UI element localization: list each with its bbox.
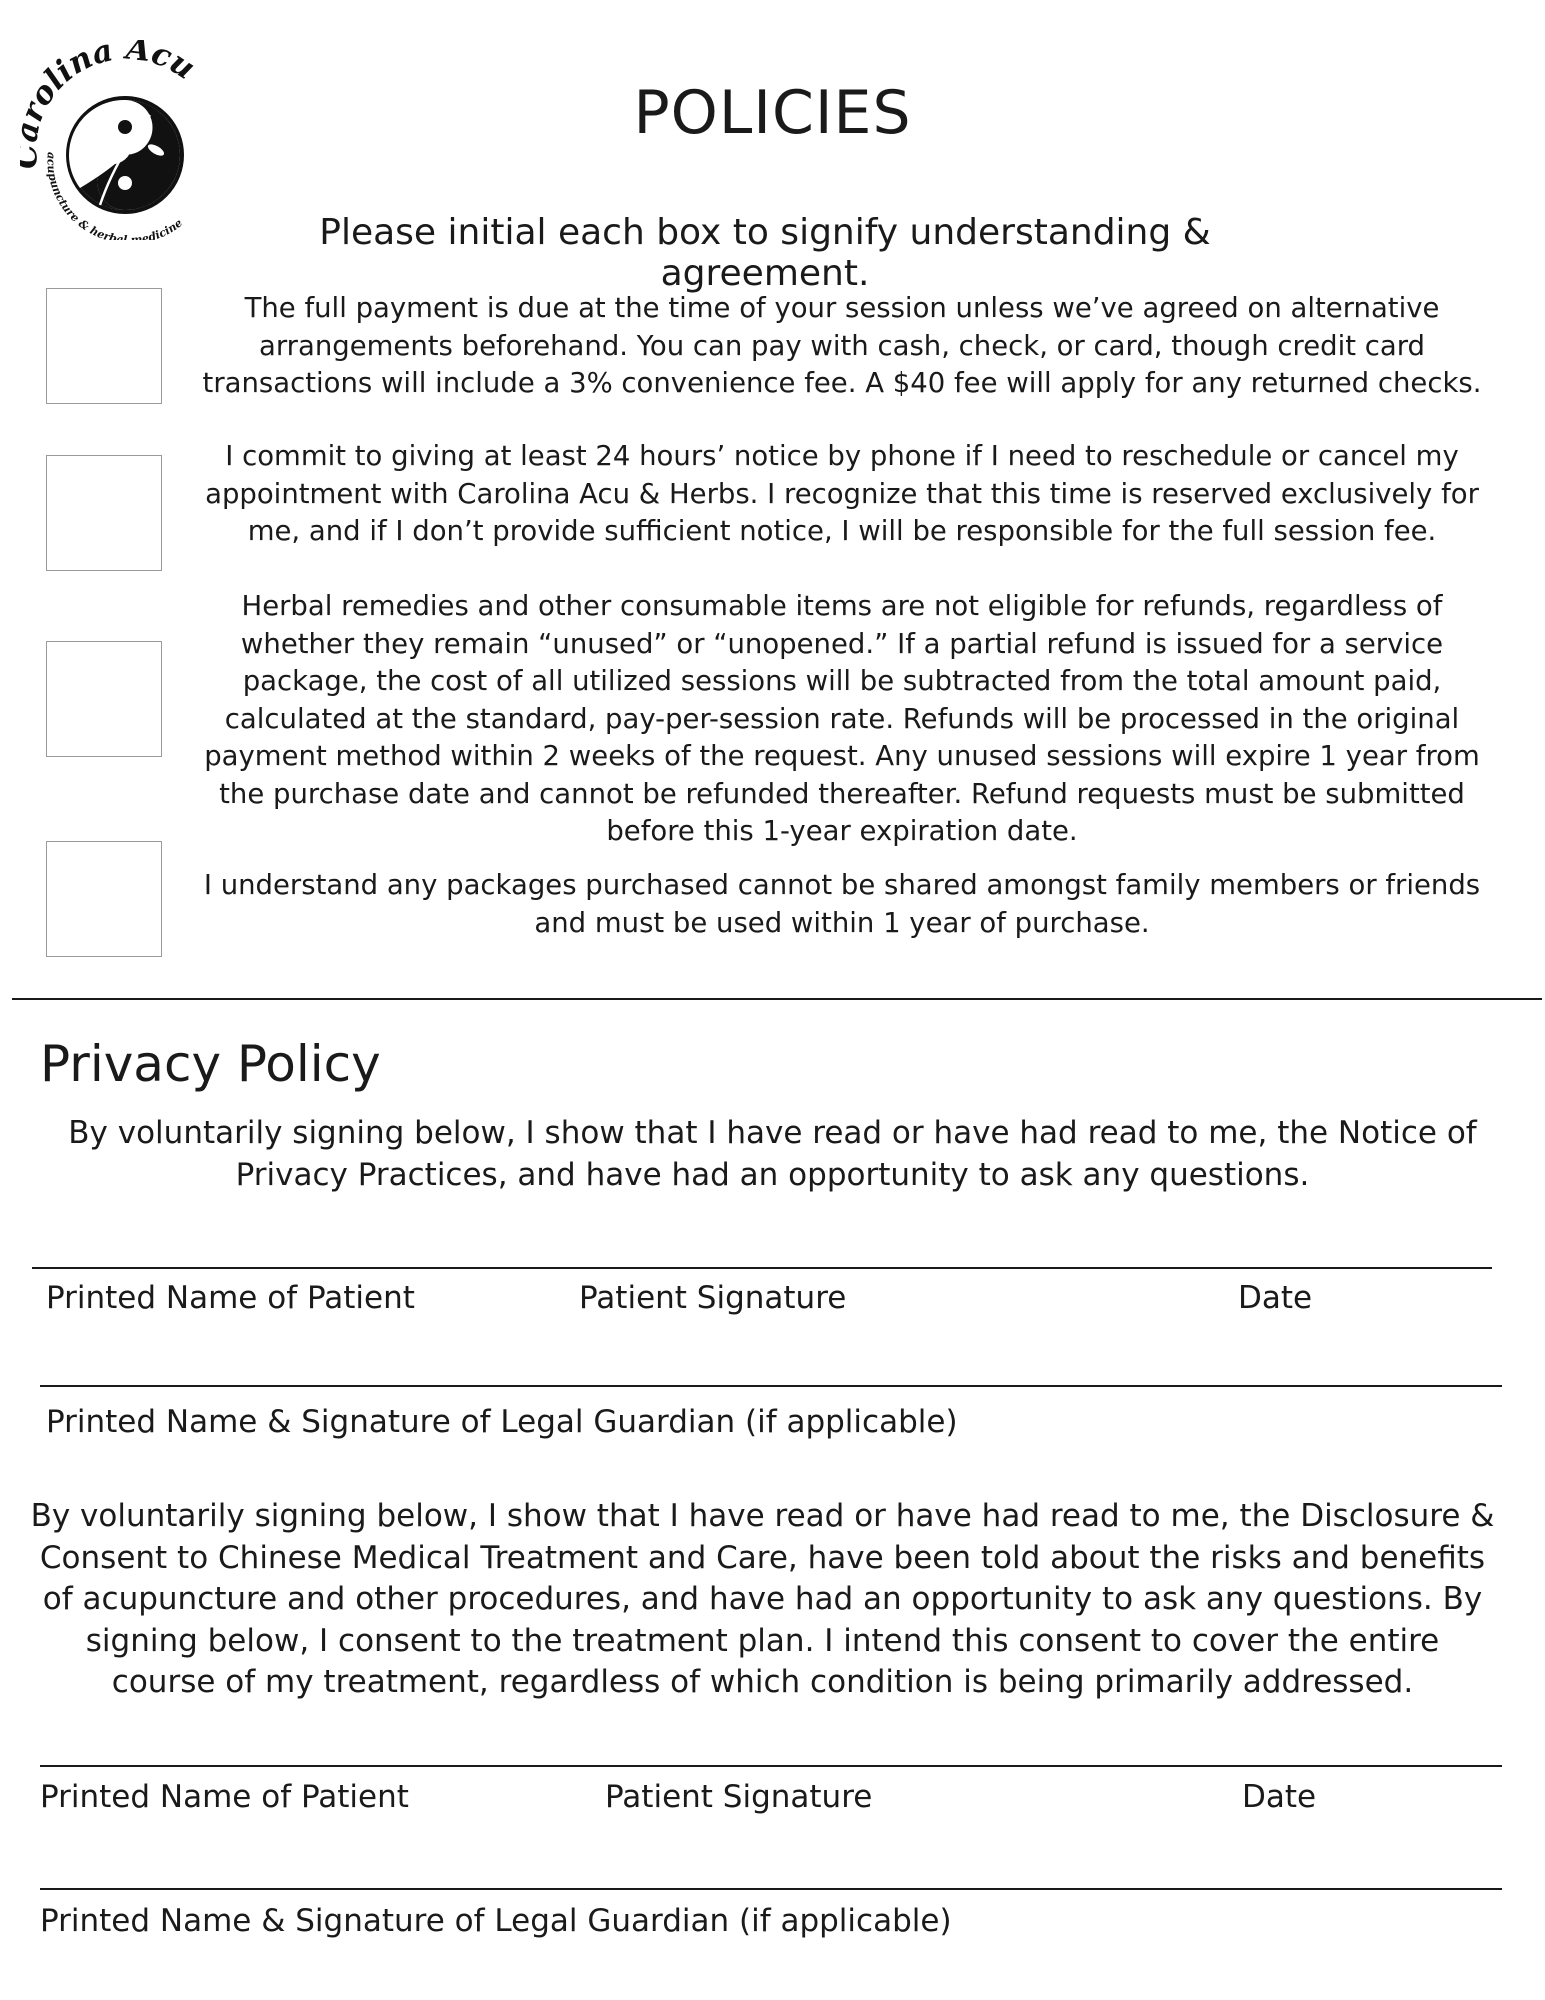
guardian-signature-line[interactable] (40, 1385, 1502, 1387)
logo-name: olina Acu (22, 40, 202, 113)
page-title: POLICIES (633, 78, 912, 148)
policy-payment-text: The full payment is due at the time of your session unless we’ve agreed on alternative arrangements beforehand. You can pay with cash, check, or card, though credit card transactions will include a 3% convenience fee. A $40 fee will apply for any returned checks. (202, 292, 1482, 399)
consent-statement: By voluntarily signing below, I show that I have read or have had read to me, the Disclosure & Consent to Chinese Medical Treatment and Care, have been told about the risks and benefits of acupuncture and other procedures, and have had an opportunity to ask any questions. By signing below, I consent to the treatment plan. I intend this consent to cover the entire course of my treatment, regardless of which condition is being primarily addressed. (30, 1498, 1495, 1700)
printed-name-label: Printed Name of Patient (46, 1280, 415, 1316)
consent-printed-name-label: Printed Name of Patient (40, 1779, 409, 1815)
privacy-policy-title: Privacy Policy (40, 1035, 381, 1093)
section-divider (12, 998, 1542, 1000)
privacy-statement: By voluntarily signing below, I show that I have read or have had read to me, the Notice of Privacy Practices, and have had an opportunity to ask any questions. (68, 1115, 1477, 1193)
consent-guardian-label: Printed Name & Signature of Legal Guardian (if applicable) (40, 1903, 952, 1939)
initial-box-packages[interactable] (46, 841, 162, 957)
logo-tagline: acupuncture & herbal medicine (44, 151, 185, 240)
page-instruction: Please initial each box to signify understanding & agreement. (319, 212, 1211, 294)
initial-box-cancellation[interactable] (46, 455, 162, 571)
consent-signature-line[interactable] (40, 1765, 1502, 1767)
consent-patient-signature-label: Patient Signature (605, 1779, 873, 1815)
signature-line[interactable] (32, 1267, 1492, 1269)
consent-guardian-signature-line[interactable] (40, 1888, 1502, 1890)
guardian-label: Printed Name & Signature of Legal Guardian (if applicable) (46, 1404, 958, 1440)
policy-cancellation-text: I commit to giving at least 24 hours’ notice by phone if I need to reschedule or cancel my appointment with Carolina Acu & Herbs. I recognize that this time is reserved exclusively for me, and if I don’t provide sufficient notice, I will be responsible for the full session fee. (205, 440, 1479, 547)
policy-refunds-text: Herbal remedies and other consumable items are not eligible for refunds, regardless of whether they remain “unused” or “unopened.” If a partial refund is issued for a service package, the cost of all utilized sessions will be subtracted from the total amount paid, calculated at the standard, pay-per-session rate. Refunds will be processed in the original payment method within 2 weeks of the request. Any unused sessions will expire 1 year from the purchase date and cannot be refunded thereafter. Refund requests must be submitted before this 1-year expiration date. (204, 590, 1480, 847)
policy-packages-text: I understand any packages purchased cannot be shared amongst family members or friends and must be used within 1 year of purchase. (203, 869, 1481, 939)
date-label: Date (1238, 1280, 1313, 1316)
initial-box-payment[interactable] (46, 288, 162, 404)
consent-date-label: Date (1242, 1779, 1317, 1815)
initial-box-refunds[interactable] (46, 641, 162, 757)
patient-signature-label: Patient Signature (579, 1280, 847, 1316)
